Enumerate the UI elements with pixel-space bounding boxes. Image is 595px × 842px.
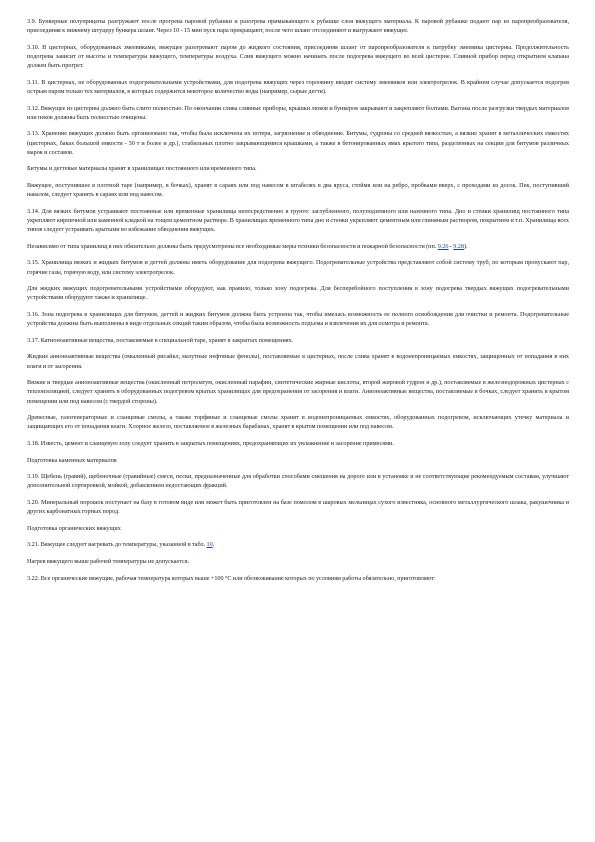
paragraph-3-13: 3.13. Хранение вяжущих должно быть организовано так, чтобы была исключена их потеря, загрязнение и обводнение. Битумы, гудроны со средней вязкостью, а вязкие хранят в металлических емкостях (цистернах, баках большой емкости - 30 т и более и др.), стабильных плотно закрывающимися крышками, а также в бетонированных ямах крытого типа, разделенных на секции для битумов различных марок и составов.: [27, 130, 569, 156]
paragraph-liquid-anionic: Жидкие анионоактивные вещества (омыленный рисайкл, мазутные нефтяные фенолы), поставляемые в цистернах, после слива хранят в водонепроницаемых емкостях, защищенных от попадания в них влаги и от засорения.: [27, 353, 569, 370]
paragraph-3-9: 3.9. Бункерные полуприцепы разгружают после прогрева паровой рубашки и разогрева примыкающего к рубашке слоя вяжущего материала. К паровой рубашке подают пар из паропреобразователя, присоединяя к нижнему штуцеру бункера шланг. Через 10 - 15 мин пуск пара прекращают, после чего шланг отсоединяют и выгружают вяжущее.: [27, 18, 569, 35]
paragraph-no-overheating: Нагрев вяжущего выше рабочей температуры не допускается.: [27, 557, 190, 565]
paragraph-3-22: 3.22. Все органические вяжущие, рабочая температура которых выше +100 °С или обезвоживание которых по условиям работы обязательно, приготовляют:: [27, 574, 436, 582]
safety-text-start: Независимо от типа хранилищ в них обязательно должны быть предусмотрены все необходимые меры техники безопасности и пожарной безопасности (пп.: [27, 242, 438, 250]
paragraph-packaged-binders: Вяжущее, поступившее в плотной таре (например, в бочках), хранят в сараях или под навесом в штабелях в два яруса, стоймя или на ребро, пробками вверх, с проходами из досок. Пек, поступивший навалом, следует хранить в сараях или под навесом.: [27, 181, 569, 199]
p321-end: .: [212, 541, 215, 549]
paragraph-3-21: [27, 540, 569, 549]
paragraph-heating-zone: Для жидких вяжущих подогревательными устройствами оборудуют, как правило, только зону подогрева. Для бесперебойного поступления в зону подогрева твердых вяжущих подогревательными устройствами оборудуют также и хранилище.: [27, 285, 569, 302]
paragraph-3-19: 3.19. Щебень (гравий), щебеночные (гравийные) смеси, пески, предназначенные для обработки способами смешения на дороге или в установке и не соответствующие рекомендуемым составам, улучшают дополнительной сортировкой, мойкой, добавлением недостающих фракций.: [27, 473, 569, 490]
link-table-10[interactable]: 10: [206, 541, 213, 549]
p321-text: 3.21. Вяжущее следует нагревать до температуры, указанной в табл.: [27, 541, 207, 549]
paragraph-3-12: 3.12. Вяжущее из цистерны должно быть слито полностью. По окончании слива сливные приборы, крышки люков и бункеров закрывают и закрепляют болтами. Вагоны после разгрузки твердых материалов или пеков должны быть полностью очищены.: [27, 104, 569, 121]
paragraph-3-11: 3.11. В цистернах, не оборудованных подогревательными устройствами, для подогрева вяжущих через горловину вводят систему змеевиков или электрогрелок. В крайнем случае допускается подогрев острым паром только тех материалов, в которых содержится некоторое количество воды (например, сырые дегти).: [27, 78, 569, 95]
paragraph-safety-measures: [27, 242, 569, 251]
paragraph-resins: Древесные, газогенераторные и сланцевые смолы, а также торфяные и сланцевые смолы хранят в водонепроницаемых емкостях, оборудованных подогревом, исключающих утечку материала и защищающих его от попадания влаги. Хлорное железо, поставляемое в железных барабанах, хранят в крытом помещении или под навесом.: [27, 414, 569, 431]
section-heading-stone-materials: Подготовка каменных материалов: [27, 456, 117, 464]
safety-text-end: ).: [464, 242, 468, 250]
paragraph-3-15: 3.15. Хранилища вязких и жидких битумов и дегтей должны иметь оборудование для подогрева вяжущего. Подогревательные устройства представляют собой систему труб, по которым пропускают пар, горячие газы, горячую воду, или систему электрогрелок.: [27, 259, 569, 276]
paragraph-3-17: 3.17. Катионоактивные вещества, поставляемые в специальной таре, хранят в закрытых помещениях.: [27, 336, 294, 344]
link-9-28[interactable]: 9.28: [453, 242, 465, 250]
section-heading-organic-binders: Подготовка органических вяжущих: [27, 524, 121, 532]
paragraph-viscous-anionic: Вязкие и твердые анионоактивные вещества (окисленный петролатум, окисленный парафин, синтетические жирные кислоты, второй жировой гудрон и др.), поставляемые в железнодорожных цистернах с теплоизоляцией, следует хранить в оборудованных подогревом крытых хранилищах для предохранения от засорения и влаги. Анионоактивные вещества, поставляемые в бочках, следует хранить в крытом помещении или под навесом (с твердой стороны).: [27, 379, 569, 405]
paragraph-3-20: 3.20. Минеральный порошок поступает на базу в готовом виде или может быть приготовлен на базе помолом в шаровых мельницах сухого известняка, основного металлургического шлака, ракушечника и других карбонатных горных пород.: [27, 498, 569, 516]
paragraph-3-16: 3.16. Зона подогрева в хранилищах для битумов, дегтей и жидких битумов должна быть устроена так, чтобы имелась возможность ее полного освобождения для очистки и ремонта. Подогревательные устройства должны быть выполнены в виде отдельных секций таким образом, чтобы была возможность подъема и извлечения их для осмотра и ремонта.: [27, 310, 569, 328]
paragraph-3-14: 3.14. Для вязких битумов устраивают постоянные или временные хранилища непосредственно в грунте: заглубленного, полуподземного или наземного типа. Дно и стенки хранилищ постоянного типа укрепляют кирпичной или каменной кладкой на тощем цементном растворе. В хранилищах временного типа дно и стенки укрепляют цементным или глиняным раствором, покрытием и т.п. Хранилища всех типов следует устраивать крытыми во избежание обводнения вяжущих.: [27, 207, 569, 234]
safety-text-dash: -: [448, 242, 454, 250]
paragraph-3-18: 3.18. Известь, цемент и сланцевую золу следует хранить в закрытых помещениях, предохраняющих их увлажнение и засорение примесями.: [27, 439, 394, 447]
paragraph-storage-types: Битумы и дегтевые материалы хранят в хранилищах постоянного или временного типа.: [27, 165, 257, 173]
paragraph-3-10: 3.10. В цистернах, оборудованных змеевиками, вяжущее разогревают паром до жидкого состояния, присоединяя шланг от паропреобразователя к патрубку змеевика цистерны. Продолжительность подогрева зависит от высоты и температуры вяжущего, температуры воздуха. Слив вяжущего можно начинать после подогрева вяжущего во всей цистерне. Сливной прибор перед открытием клапана должен быть прогрет.: [27, 43, 569, 70]
link-9-26[interactable]: 9.26: [437, 242, 449, 250]
